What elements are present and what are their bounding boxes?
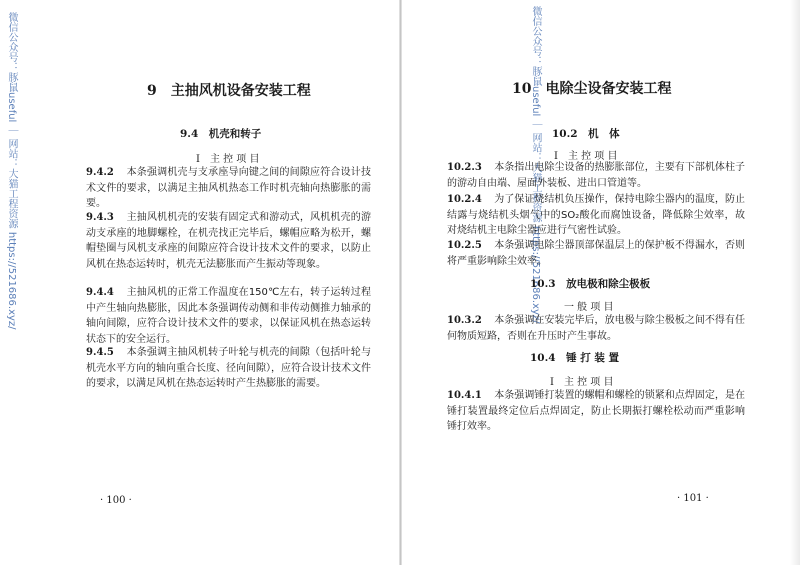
page-edge-shadow [790,0,800,565]
clause [447,388,745,435]
watermark-right: 微信公众号：豚鼠useful ｜ 网站：大猫工程资源 https://521686.xyz/ [530,6,541,324]
section-title-10-4: 10.4 锤 打 装 置 [530,352,620,364]
clause-number: 9.4.4 [86,287,114,298]
clause [86,165,371,212]
page-number-left: · 100 · [100,495,132,506]
clause-number: 10.3.2 [447,315,482,326]
category-main-control: Ⅰ 主 控 项 目 [554,151,618,162]
clause [447,160,745,191]
clause-text: 本条强调主抽风机转子叶轮与机壳的间隙（包括叶轮与机壳水平方向的轴向重合长度、径向间隙），应符合设计技术文件的要求，以满足风机在热态运转时产生热膨胀的需要。 [86,347,371,389]
clause-text: 为了保证烧结机负压操作，保持电除尘器内的温度，防止结露与烧结机头烟气中的SO₂酸化而腐蚀设备，降低除尘效率，故对烧结机主电除尘器应进行气密性试验。 [447,194,745,236]
clause [86,345,371,392]
clause-text: 主抽风机机壳的安装有固定式和游动式，风机机壳的游动支承座的地脚螺栓，在机壳找正完毕后，螺帽应略为松开，螺帽垫圈与风机支承座的间隙应符合设计技术文件的要求，以防止风机在热态运转时，机壳无法膨胀而产生振动等现象。 [86,212,371,270]
page-number-right: · 101 · [677,493,709,504]
clause-number: 9.4.2 [86,167,114,178]
clause-number: 9.4.3 [86,212,114,223]
clause-number: 9.4.5 [86,347,114,358]
clause-text: 本条强调锤打装置的螺帽和螺栓的锁紧和点焊固定，是在锤打装置最终定位后点焊固定，防止长期振打螺栓松动而严重影响锤打效率。 [447,390,745,432]
clause [86,285,371,347]
category-main-control: Ⅰ 主 控 项 目 [550,377,614,388]
section-title-9-4: 9.4 机壳和转子 [180,128,262,140]
clause-text: 主抽风机的正常工作温度在150℃左右，转子运转过程中产生轴向热膨胀，因此本条强调传动侧和非传动侧推力轴承的轴向间隙，应符合设计技术文件的要求，以保证风机在热态运转状态下的安全运行。 [86,287,371,345]
chapter-title-10: 10 电除尘设备安装工程 [512,81,672,97]
clause [447,238,745,269]
clause [447,192,745,239]
category-general: 一 般 项 目 [564,302,614,313]
clause-number: 10.2.5 [447,240,482,251]
clause-number: 10.2.4 [447,194,482,205]
clause-text: 本条强调机壳与支承座导向键之间的间隙应符合设计技术文件的要求，以满足主抽风机热态工作时机壳轴向热膨胀的需要。 [86,167,371,209]
watermark-left: 微信公众号：豚鼠useful ｜ 网站：大猫工程资源 https://521686.xyz/ [6,12,17,330]
chapter-title-9: 9 主抽风机设备安装工程 [147,83,311,99]
clause [86,210,371,272]
clause-text: 本条指出电除尘设备的热膨胀部位，主要有下部机体柱子的游动自由端、屋面外装板、进出口管道等。 [447,162,745,189]
clause-text: 本条强调在安装完毕后，放电极与除尘极板之间不得有任何物质短路，否则在升压时产生事故。 [447,315,745,342]
clause-text: 本条强调电除尘器顶部保温层上的保护板不得漏水，否则将严重影响除尘效率。 [447,240,745,267]
section-title-10-3: 10.3 放电极和除尘极板 [530,278,651,290]
right-page [402,0,800,565]
category-main-control: Ⅰ 主 控 项 目 [196,154,260,165]
clause-number: 10.4.1 [447,390,482,401]
section-title-10-2: 10.2 机 体 [552,128,620,140]
clause [447,313,745,344]
clause-number: 10.2.3 [447,162,482,173]
